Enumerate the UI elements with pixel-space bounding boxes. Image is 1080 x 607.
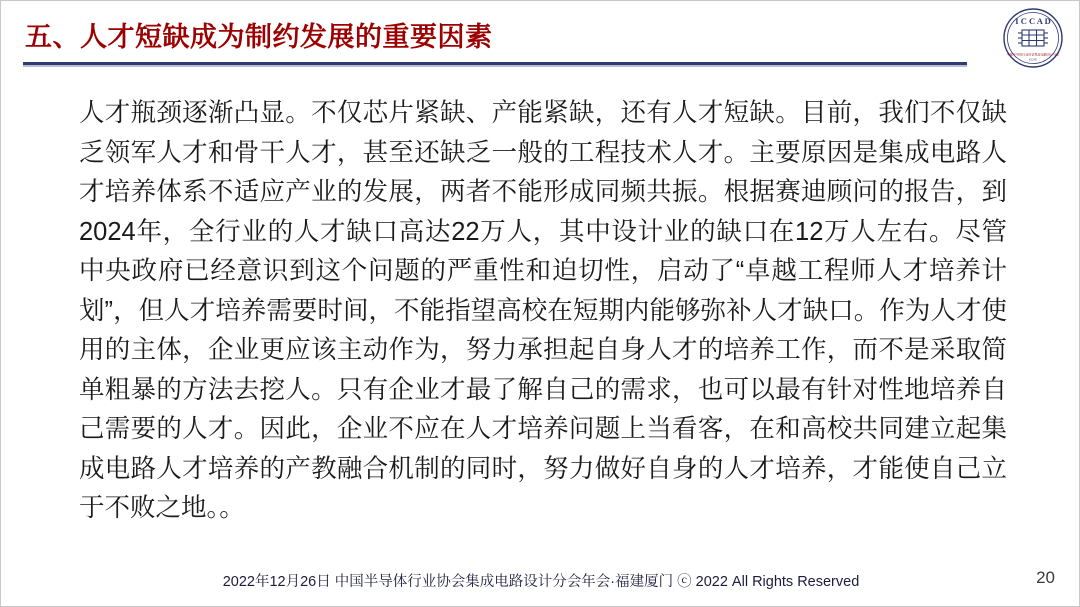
slide-footer: [1, 570, 1080, 592]
svg-text:I C C A D: I C C A D: [1015, 16, 1051, 26]
slide-header: [1, 1, 1080, 73]
svg-text:ICCAD: ICCAD: [1028, 58, 1038, 62]
footer-text: 2022年12月26日 中国半导体行业协会集成电路设计分会年会·福建厦门 ⓒ 2022 All Rights Reserved: [222, 574, 860, 590]
page-number: 20: [1036, 568, 1055, 587]
iccad-logo-icon: [1003, 8, 1063, 68]
title-divider-shadow: [23, 65, 967, 67]
slide-body-text: 人才瓶颈逐渐凸显。不仅芯片紧缺、产能紧缺，还有人才短缺。目前，我们不仅缺乏领军人才和骨干人才，甚至还缺乏一般的工程技术人才。主要原因是集成电路人才培养体系不适应产业的发展，两者不能形成同频共振。根据赛迪顾问的报告，到2024年，全行业的人才缺口高达22万人，其中设计业的缺口在12万人左右。尽管中央政府已经意识到这个问题的严重性和迫切性，启动了“卓越工程师人才培养计划”，但人才培养需要时间，不能指望高校在短期内能够弥补人才缺口。作为人才使用的主体，企业更应该主动作为，努力承担起自身人才的培养工作，而不是采取简单粗暴的方法去挖人。只有企业才最了解自己的需求，也可以最有针对性地培养自己需要的人才。因此，企业不应在人才培养问题上当看客，在和高校共同建立起集成电路人才培养的产教融合机制的同时，努力做好自身的人才培养，才能使自己立于不败之地。。: [79, 99, 1007, 522]
page-title: 五、人才短缺成为制约发展的重要因素: [25, 22, 493, 52]
svg-text:中国半导体行业协会集成电路设计分会: 中国半导体行业协会集成电路设计分会: [1006, 52, 1060, 57]
